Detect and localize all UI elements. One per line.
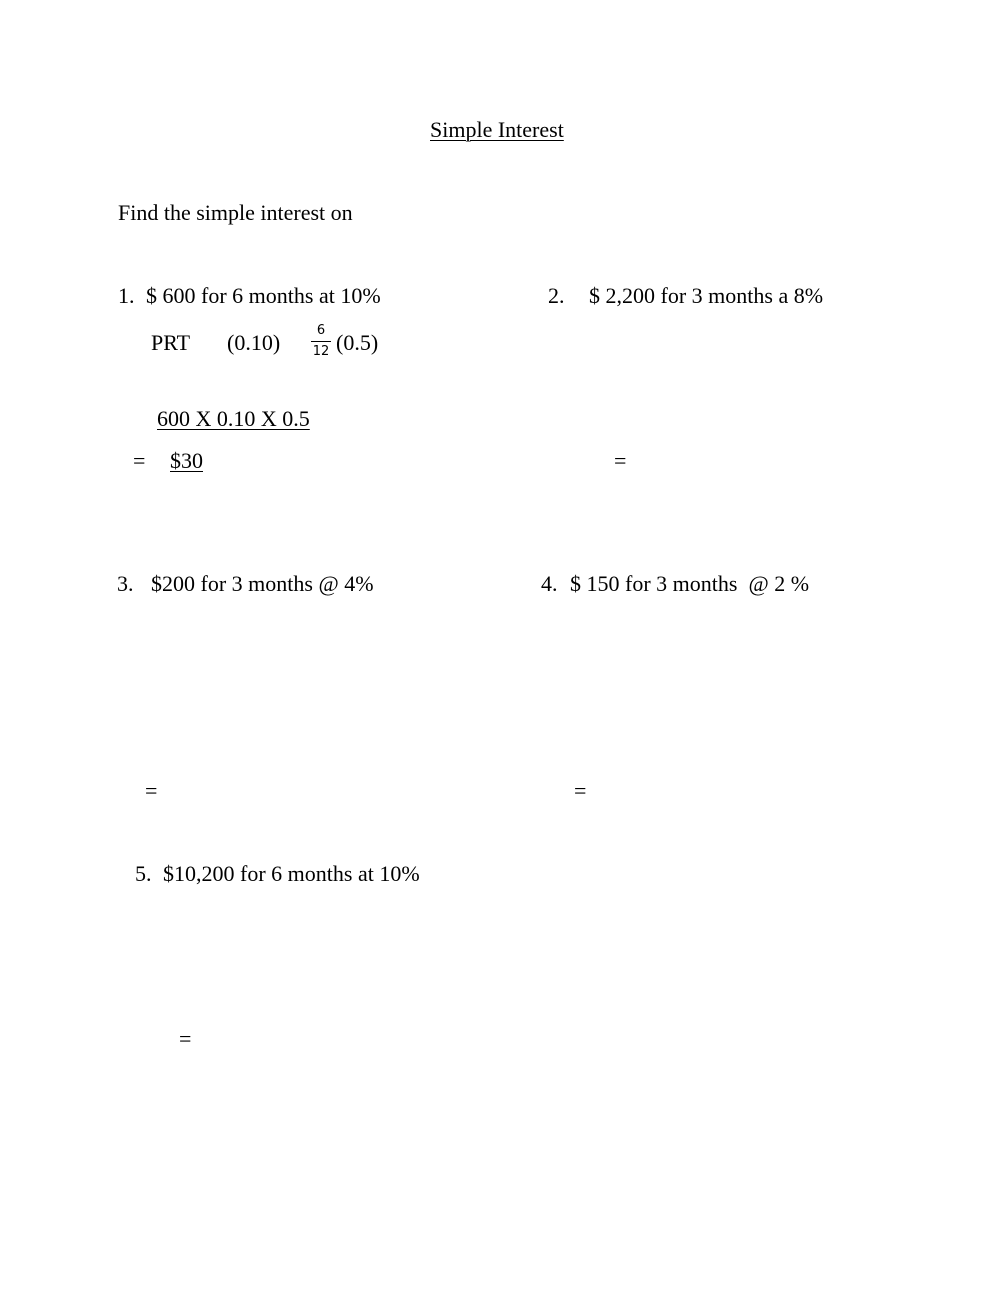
fraction-denominator: 12 [312,344,330,359]
fraction-bar [311,341,331,342]
instruction-text: Find the simple interest on [118,200,353,225]
problem-5-equals: = [179,1026,192,1051]
problem-3-text: $200 for 3 months @ 4% [151,571,374,596]
problem-3-number: 3. [117,571,134,596]
time-value: (0.5) [336,330,379,355]
rate-value: (0.10) [227,330,281,355]
fraction-numerator: 6 [316,323,326,338]
problem-4-text: $ 150 for 3 months @ 2 % [570,571,810,596]
problem-1-text: $ 600 for 6 months at 10% [146,283,381,308]
problem-4-number: 4. [541,571,558,596]
page-title: Simple Interest [430,117,564,142]
problem-2-number: 2. [548,283,565,308]
time-fraction [309,323,333,359]
problem-2-text: $ 2,200 for 3 months a 8% [589,283,824,308]
problem-1-answer: $30 [170,448,203,473]
problem-1-number: 1. [118,283,135,308]
calculation-line: 600 X 0.10 X 0.5 [157,406,310,431]
problem-3-equals: = [145,778,158,803]
problem-4-equals: = [574,778,587,803]
formula-prt: PRT [151,330,191,355]
problem-2-equals: = [614,448,627,473]
problem-5-number: 5. [135,861,152,886]
problem-5-text: $10,200 for 6 months at 10% [163,861,420,886]
problem-1-equals: = [133,448,146,473]
